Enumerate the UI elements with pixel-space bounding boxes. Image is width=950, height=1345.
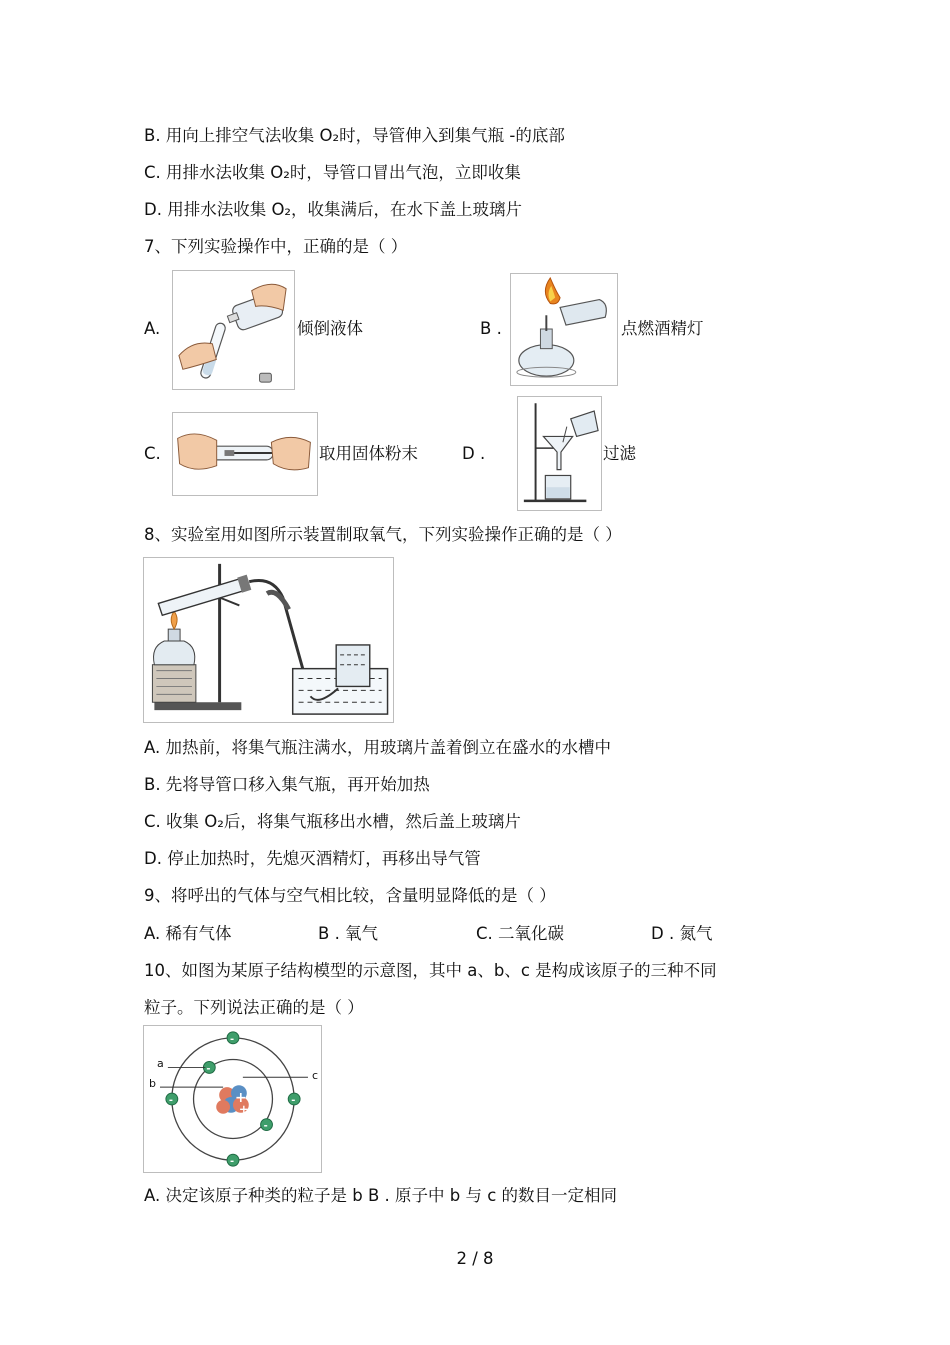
q8-option-a: A. 加热前，将集气瓶注满水，用玻璃片盖着倒立在盛水的水槽中 [144,738,611,757]
svg-text:+: + [238,1101,249,1116]
svg-text:-: - [206,1063,211,1075]
q6-option-d: D. 用排水法收集 O₂，收集满后，在水下盖上玻璃片 [144,200,523,219]
svg-text:-: - [263,1120,268,1132]
q6-option-b: B. 用向上排空气法收集 O₂时，导管伸入到集气瓶 -的底部 [144,126,565,145]
svg-text:-: - [168,1094,173,1106]
q9-option-b: B . 氧气 [318,924,379,943]
atom-label-c: c [312,1069,319,1082]
oxygen-apparatus-figure [143,557,394,723]
filtration-figure [517,396,602,511]
q7-c-text: 取用固体粉末 [319,444,418,463]
q7-b-letter: B . [480,319,502,338]
q7-d-letter: D . [462,444,486,463]
q9-option-d: D . 氮气 [651,924,713,943]
q8-option-c: C. 收集 O₂后，将集气瓶移出水槽，然后盖上玻璃片 [144,812,521,831]
q10-stem-line2: 粒子。下列说法正确的是（ ） [144,998,364,1017]
svg-text:+: + [234,1089,247,1106]
q9-option-c: C. 二氧化碳 [476,924,565,943]
q9-stem: 9、将呼出的气体与空气相比较，含量明显降低的是（ ） [144,886,556,905]
pour-liquid-figure [172,270,295,390]
q7-b-text: 点燃酒精灯 [621,319,704,338]
q8-option-b: B. 先将导管口移入集气瓶，再开始加热 [144,775,430,794]
take-powder-figure [172,412,318,496]
q7-d-text: 过滤 [603,444,636,463]
atom-label-a: a [157,1057,164,1070]
q8-option-d: D. 停止加热时，先熄灭酒精灯，再移出导气管 [144,849,481,868]
q10-stem-line1: 10、如图为某原子结构模型的示意图，其中 a、b、c 是构成该原子的三种不同 [144,961,717,980]
q7-c-letter: C. [144,444,161,463]
q9-option-a: A. 稀有气体 [144,924,232,943]
light-alcohol-lamp-figure [510,273,618,386]
q7-a-letter: A. [144,319,161,338]
q8-stem: 8、实验室用如图所示装置制取氧气，下列实验操作正确的是（ ） [144,525,622,544]
page-number: 2 / 8 [456,1249,494,1268]
svg-text:-: - [230,1033,235,1045]
atom-model-figure [143,1025,322,1173]
svg-text:-: - [230,1156,235,1168]
q6-option-c: C. 用排水法收集 O₂时，导管口冒出气泡，立即收集 [144,163,521,182]
q7-stem: 7、下列实验操作中，正确的是（ ） [144,237,408,256]
svg-text:-: - [291,1094,296,1106]
q7-a-text: 倾倒液体 [297,319,363,338]
atom-label-b: b [149,1077,156,1090]
q10-options: A. 决定该原子种类的粒子是 b B . 原子中 b 与 c 的数目一定相同 [144,1186,618,1205]
